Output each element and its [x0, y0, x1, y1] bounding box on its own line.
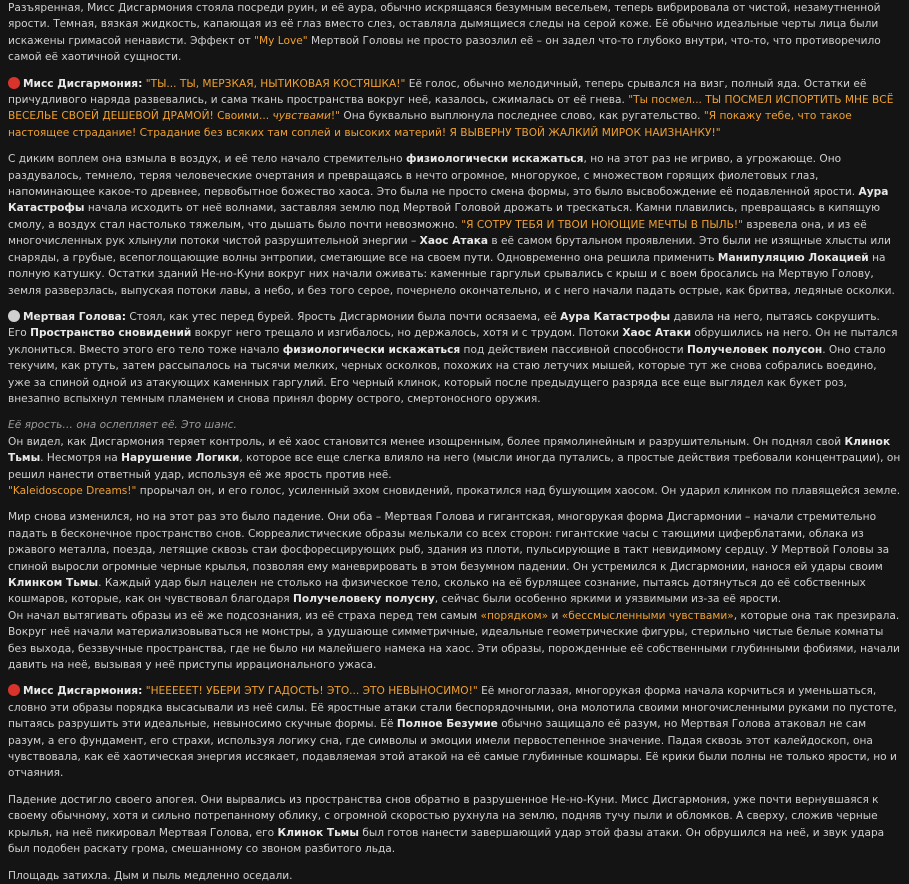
text-run: Она буквально выплюнула последнее слово, как ругательство. — [340, 110, 704, 123]
text-run: Он видел, как Дисгармония теряет контроль, и её хаос становится менее изощренным, более прямолинейным и разрушительным. Он поднял свой — [8, 435, 845, 448]
text-run: и — [548, 609, 562, 622]
bold-term: Клинком Тьмы — [8, 577, 99, 589]
quoted-speech: «бессмысленными чувствами» — [561, 609, 734, 622]
text-run: , но на этот раз не игриво, а угрожающе. Оно раздувалось, темнело, теряя человеческие очертания и превращаясь в нечто огромное, многорукое, с множеством горящих фиолетовых глаз, напоминающее какое-то древнее, первобытное божество хаоса. Это была не просто смена формы, это было высвобождение её подавленной ярости. — [8, 153, 859, 199]
text-run: Мир снова изменился, но на этот раз это было падение. Они оба – Мертвая Голова и гигантская, многорукая форма Дисгармонии – начали стремительно падать в бесконечное пространство снов. Сюрреалистические образы мелькали со всех сторон: гигантские часы с тающими циферблатами, облака из ржавого металла, поезда, летящие сквозь стаи фосфоресцирующих рыб, здания из плоти, пульсирующие в такт невидимому сердцу. У Мертвой Головы за спиной выросли огромные черные крылья, позволяя ему маневрировать в этом безумном падении. Он устремился к Дисгармонии, нанося ей удары своим — [8, 511, 890, 573]
inner-thought: Её ярость… она ослепляет её. Это шанс. — [8, 419, 237, 432]
paragraph — [8, 309, 901, 407]
bold-term: Пространство сновидений — [30, 327, 192, 340]
quoted-speech: "Я СОТРУ ТЕБЯ И ТВОИ НОЮЩИЕ МЕЧТЫ В ПЫЛЬ!" — [461, 218, 744, 231]
paragraph — [8, 683, 901, 781]
bold-term: Аура Катастрофы — [560, 310, 671, 323]
bold-term: Получеловеку полусну — [293, 593, 435, 606]
bold-term: Аура Катастрофы — [8, 186, 889, 215]
quoted-speech-italic: чувствами — [272, 110, 331, 123]
text-run: . Несмотря на — [40, 452, 122, 465]
text-run: взревела она, и из её многочисленных рук хлынули потоки чистой разрушительной энергии – — [8, 218, 867, 248]
quoted-speech: «порядком» — [480, 609, 549, 622]
bold-term: Хаос Атака — [419, 235, 489, 248]
bold-term: Получеловек полусон — [686, 343, 823, 356]
text-run: давила на него, пытаясь сокрушить. Его — [8, 310, 880, 340]
text-run: Стоял, как утес перед бурей. Ярость Дисгармонии была почти осязаема, её — [125, 310, 561, 323]
paragraph — [8, 417, 901, 433]
bold-term: Нарушение Логики — [121, 452, 240, 465]
text-run: , которое все еще слегка влияло на него (мысли иногда путались, а простые действия требовали концентрации), он решил нанести ответный удар, используя её же ярость против неё. — [8, 452, 901, 481]
quoted-speech: "My Love" — [254, 34, 308, 47]
bold-term: Хаос Атаки — [622, 327, 692, 340]
paragraph — [8, 792, 901, 858]
text-run: начала исходить от неё волнами, заставляя землю под Мертвой Головой дрожать и трескаться. Камни плавились, превращаясь в кипящую смолу, а воздух стал настолько тяжелым, что дышать было почти невозможно. — [8, 202, 881, 231]
quoted-speech: "ТЫ... ТЫ, МЕРЗКАЯ, НЫТИКОВАЯ КОСТЯШКА!" — [145, 77, 406, 90]
text-run: Её многоглазая, многорукая форма начала корчиться и уменьшаться, словно эти образы порядка высасывали из неё силы. Её яростные атаки стали беспорядочными, она молотила своими многочисленными руками по пустоте, пытаясь разрушить эти идеальные, невыносимо скучные формы. Её — [8, 685, 897, 731]
bold-term: Мертвая Голова: — [23, 310, 126, 323]
bold-term: Мисс Дисгармония: — [23, 77, 143, 90]
quoted-speech: "Kaleidoscope Dreams!" — [8, 484, 137, 497]
text-run: обрушились на него. Он не пытался уклониться. Вместо этого его тело тоже начало — [8, 327, 898, 356]
text-run: , сейчас были особенно яркими и уязвимыми из-за её ярости. — [434, 593, 782, 606]
text-run: на полную катушку. Остатки зданий Не-но-Куни вокруг них начали оживать: каменные гаргульи срывались с крыш и с воем бросались на Мертвую Голову, земля разверзлась, выпуская потоки лавы, а небо, и без того серое, почернело окончательно, и с него начали падать острые, как бритва, ледяные осколки. — [8, 251, 895, 297]
text-run: Её голос, обычно мелодичный, теперь срывался на визг, полный яда. Остатки её причудливого наряда развевались, и сама ткань пространства вокруг неё, казалось, сжималась от её гнева. — [8, 77, 867, 107]
bold-term: Клинок Тьмы — [8, 435, 891, 465]
bold-term: физиологически искажаться — [282, 343, 461, 356]
text-run: был готов нанести завершающий удар этой фазы атаки. Он обрушился на неё, и звук удара был подобен раскату грома, смешанному со звоном разбитого льда. — [8, 826, 885, 856]
paragraph — [8, 509, 901, 607]
quoted-speech: !" — [330, 110, 341, 123]
text-run: обычно защищало её разум, но Мертвая Голова атаковал не сам разум, а его фундамент, его страхи, используя логику сна, где символы и эмоции имели первостепенное значение. Падая сквозь этот калейдоскоп, она чувствовала, как её хаотическая энергия иссякает, подавляемая этой атакой на её самые глубинные кошмары. Её крики были полны не только ярости, но и отчаяния. — [8, 718, 897, 780]
bold-term: Манипуляцию Локацией — [717, 251, 869, 264]
text-run: Падение достигло своего апогея. Они вырвались из пространства снов обратно в разрушенное Не-но-Куни. Мисс Дисгармония, уже почти вернувшаяся к своему обычному, хотя и сильно потрепанному облику, с огромной скоростью рухнула на землю, подняв тучу пыли и обломков. А сверху, сложив черные крылья, на неё пикировал Мертвая Голова, его — [8, 793, 879, 839]
text-run: . Оно стало текучим, как ртуть, затем рассыпалось на тысячи мелких, черных осколков, похожих на стаю летучих мышей, которые тут же снова собрались воедино, уже за спиной одной из атакующих каменных гаргулий. Его черный клинок, который после предыдущего разряда все еще выглядел как букет роз, внезапно вспыхнул темным пламенем и снова принял форму острого, смертоносного оружия. — [8, 343, 886, 405]
quoted-speech: "Я покажу тебе, что такое настоящее страдание! Страдание без всяких там соплей и высоких материй! Я ВЫВЕРНУ ТВОЙ ЖАЛКИЙ МИРОК НАИЗНАНКУ!" — [8, 110, 852, 139]
text-run: . Каждый удар был нацелен не столько на физическое тело, сколько на её бурлящее сознание, пытаясь дотянуться до её собственных кошмаров, которые, как он чувствовал благодаря — [8, 577, 866, 606]
bold-term: Полное Безумие — [396, 718, 498, 731]
text-run: под действием пассивной способности — [460, 343, 687, 356]
paragraph — [8, 608, 901, 674]
text-run: Мертвой Головы не просто разозлил её – он задел что-то глубоко внутри, что-то, что противоречило самой её хаотичной сущности. — [8, 34, 881, 64]
devil-face-icon — [8, 77, 20, 89]
paragraph — [8, 0, 901, 66]
quoted-speech: "Ты посмел... ТЫ ПОСМЕЛ ИСПОРТИТЬ МНЕ ВСЁ ВЕСЕЛЬЕ СВОЕЙ ДЕШЕВОЙ ДРАМОЙ! Своими... — [8, 94, 894, 123]
bold-term: Мисс Дисгармония: — [23, 685, 143, 698]
text-run: Площадь затихла. Дым и пыль медленно оседали. — [8, 869, 293, 882]
paragraph — [8, 76, 901, 142]
bold-term: физиологически искажаться — [405, 153, 584, 166]
paragraph — [8, 434, 901, 483]
bold-term: Клинок Тьмы — [277, 826, 360, 839]
text-run: Он начал вытягивать образы из её же подсознания, из её страха перед тем самым — [8, 609, 481, 622]
text-run: в её самом брутальном проявлении. Это были не изящные хлысты или снаряды, а грубые, всепоглощающие волны энтропии, сметающие все на своем пути. Одновременно она решила применить — [8, 235, 891, 264]
text-run: , которые она так презирала. Вокруг неё начали материализовываться не монстры, а удушающе симметричные, идеальные геометрические фигуры, стерильно чистые белые комнаты без выхода, беззвучные пространства, где не было ни малейшего намека на хаос. Эти образы, порожденные её собственными глубинными фобиями, начали давить на неё, вызывая у неё приступы иррационального ужаса. — [8, 609, 900, 672]
text-run: вокруг него трещало и изгибалось, но держалось, хотя и с трудом. Потоки — [191, 327, 623, 340]
paragraph — [8, 483, 901, 499]
text-run: С диким воплем она взмыла в воздух, и её тело начало стремительно — [8, 153, 406, 166]
text-run: Разъяренная, Мисс Дисгармония стояла посреди руин, и её аура, обычно искрящаяся безумным весельем, теперь вибрировала от чистой, незамутненной ярости. Темная, вязкая жидкость, капающая из её глаз вместо слез, оставляла дымящиеся следы на серой коже. Её обычно идеальные черты лица были искажены гримасой ненависти. Эффект от — [8, 2, 881, 47]
quoted-speech: "НЕЕЕЕЕТ! УБЕРИ ЭТУ ГАДОСТЬ! ЭТО... ЭТО НЕВЫНОСИМО!" — [145, 685, 478, 698]
skull-icon — [8, 310, 20, 322]
paragraph — [8, 868, 901, 884]
paragraph — [8, 151, 901, 299]
text-run: прорычал он, и его голос, усиленный эхом сновидений, прокатился над бушующим хаосом. Он ударил клинком по плавящейся земле. — [136, 484, 901, 497]
devil-face-icon — [8, 684, 20, 696]
